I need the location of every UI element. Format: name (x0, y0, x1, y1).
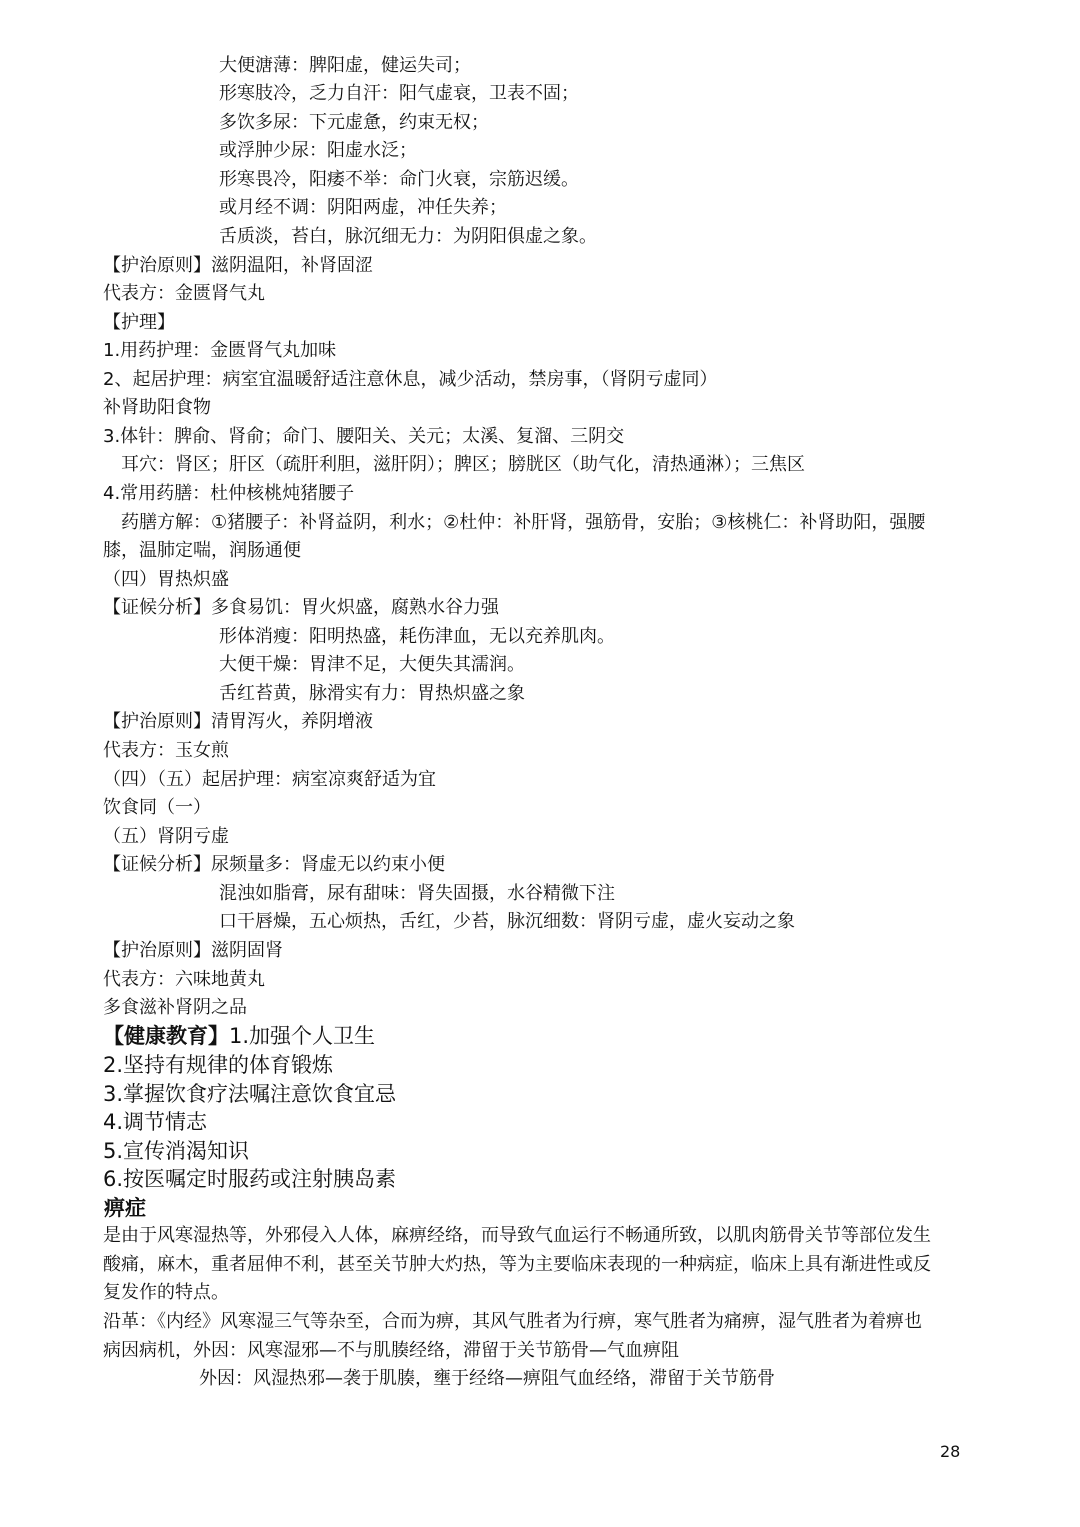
text-line: 代表方：六味地黄丸 (103, 969, 265, 990)
text-line: 【护理】 (103, 312, 175, 333)
text-line: 形寒肢冷，乏力自汗：阳气虚衰，卫表不固； (219, 83, 579, 104)
health-education-item: 2.坚持有规律的体育锻炼 (103, 1053, 334, 1077)
text-line: 多饮多尿：下元虚惫，约束无权； (219, 112, 489, 133)
text-line: 酸痛，麻木，重者屈伸不利，甚至关节肿大灼热，等为主要临床表现的一种病症，临床上具有渐进性或反 (103, 1254, 931, 1275)
health-education-line (103, 1022, 375, 1051)
text-line: 【护治原则】清胃泻火，养阴增液 (103, 711, 373, 732)
text-line: 或浮肿少尿：阳虚水泛； (219, 140, 417, 161)
text-line: 【证候分析】尿频量多：肾虚无以约束小便 (103, 854, 445, 875)
health-education-item: 4.调节情志 (103, 1110, 208, 1134)
text-line: 复发作的特点。 (103, 1282, 229, 1303)
text-line: 【护治原则】滋阴固肾 (103, 940, 283, 961)
health-education-item: 6.按医嘱定时服药或注射胰岛素 (103, 1167, 397, 1191)
text-line: 形体消瘦：阳明热盛，耗伤津血，无以充养肌肉。 (219, 626, 615, 647)
text-line: 多食滋补肾阴之品 (103, 997, 247, 1018)
text-line: （五）肾阴亏虚 (103, 826, 229, 847)
text-line: （四）（五）起居护理：病室凉爽舒适为宜 (103, 769, 436, 790)
text-line: 代表方：玉女煎 (103, 740, 229, 761)
text-line: 沿革：《内经》风寒湿三气等杂至，合而为痹，其风气胜者为行痹，寒气胜者为痛痹，湿气胜者为着痹也 (103, 1311, 922, 1332)
text-line: 3.体针：脾俞、肾俞；命门、腰阳关、关元；太溪、复溜、三阴交 (103, 426, 625, 447)
text-line: 2、起居护理：病室宜温暖舒适注意休息，减少活动，禁房事，（肾阴亏虚同） (103, 369, 718, 390)
page-number: 28 (940, 1442, 961, 1461)
text-line: 舌红苔黄，脉滑实有力：胃热炽盛之象 (219, 683, 525, 704)
text-line: 混浊如脂膏，尿有甜味：肾失固摄，水谷精微下注 (219, 883, 615, 904)
health-education-item: 1.加强个人卫生 (229, 1024, 376, 1048)
text-line: 口干唇燥，五心烦热，舌红，少苔，脉沉细数：肾阴亏虚，虚火妄动之象 (219, 911, 795, 932)
text-line: 1.用药护理：金匮肾气丸加味 (103, 340, 337, 361)
text-line: 膝，温肺定喘，润肠通便 (103, 540, 301, 561)
text-line: 大便干燥：胃津不足，大便失其濡润。 (219, 654, 525, 675)
text-line: 耳穴：肾区；肝区（疏肝利胆，滋肝阴）；脾区；膀胱区（助气化，清热通淋）；三焦区 (121, 454, 805, 475)
text-line: 药膳方解：①猪腰子：补肾益阴，利水；②杜仲：补肝肾，强筋骨，安胎；③核桃仁：补肾助阳，强腰 (121, 512, 926, 533)
text-line: 4.常用药膳：杜仲核桃炖猪腰子 (103, 483, 355, 504)
health-education-label: 【健康教育】 (103, 1024, 229, 1048)
text-line: 【证候分析】多食易饥：胃火炽盛，腐熟水谷力强 (103, 597, 499, 618)
health-education-item: 3.掌握饮食疗法嘱注意饮食宜忌 (103, 1082, 397, 1106)
text-line: 饮食同（一） (103, 797, 211, 818)
text-line: 补肾助阳食物 (103, 397, 211, 418)
text-line: 是由于风寒湿热等，外邪侵入人体，麻痹经络，而导致气血运行不畅通所致，以肌肉筋骨关节等部位发生 (103, 1225, 931, 1246)
text-line: 外因：风湿热邪—袭于肌腠，壅于经络—痹阻气血经络，滞留于关节筋骨 (199, 1368, 775, 1389)
text-line: 舌质淡，苔白，脉沉细无力：为阴阳俱虚之象。 (219, 226, 597, 247)
text-line: 大便溏薄：脾阳虚，健运失司； (219, 55, 471, 76)
text-line: 或月经不调：阴阳两虚，冲任失养； (219, 197, 507, 218)
text-line: 【护治原则】滋阴温阳，补肾固涩 (103, 255, 373, 276)
health-education-item: 5.宣传消渴知识 (103, 1139, 250, 1163)
text-line: 形寒畏冷，阳痿不举：命门火衰，宗筋迟缓。 (219, 169, 579, 190)
text-line: 代表方：金匮肾气丸 (103, 283, 265, 304)
section-heading: 痹症 (104, 1196, 146, 1220)
text-line: （四）胃热炽盛 (103, 569, 229, 590)
text-line: 病因病机，外因：风寒湿邪—不与肌腠经络，滞留于关节筋骨—气血痹阻 (103, 1340, 679, 1361)
